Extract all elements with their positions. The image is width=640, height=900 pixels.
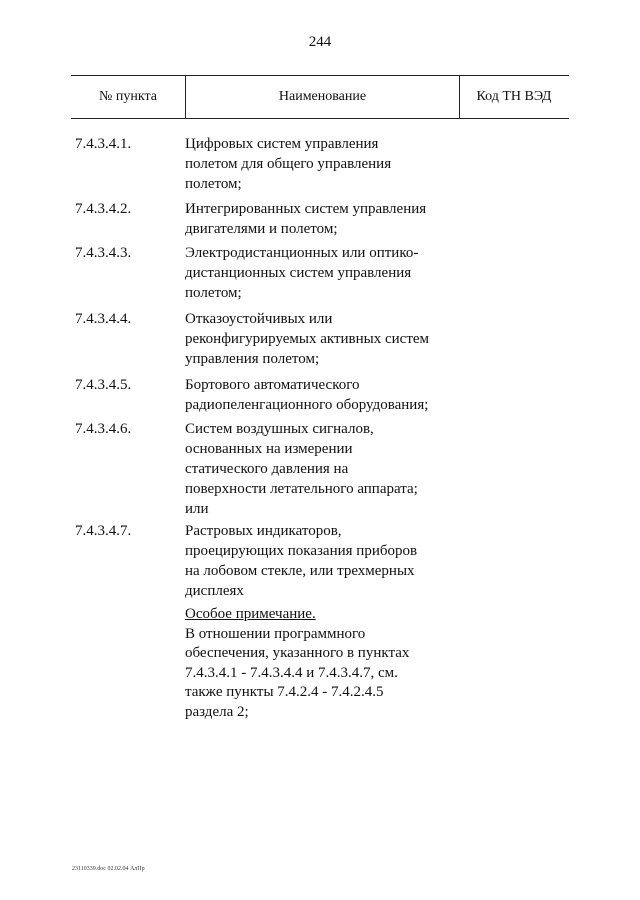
item-text-line: статического давления на (185, 461, 349, 477)
document-footer: 23110339.doc 02.02.04 АлПр (72, 866, 145, 872)
item-number: 7.4.3.4.6. (75, 421, 132, 437)
item-text-line: Бортового автоматического (185, 377, 360, 393)
special-note-line: обеспечения, указанного в пунктах (185, 645, 410, 661)
item-text-line: дистанционных систем управления (185, 265, 412, 281)
item-text-line: полетом; (185, 285, 242, 301)
item-text-line: Растровых индикаторов, (185, 523, 342, 539)
item-text (185, 309, 485, 369)
page-number: 244 (308, 34, 332, 50)
item-text-line: Цифровых систем управления (185, 136, 379, 152)
item-text (185, 375, 485, 415)
item-text-line: основанных на измерении (185, 441, 353, 457)
item-text-line: двигателями и полетом; (185, 221, 338, 237)
item-text-line: полетом для общего управления (185, 156, 392, 172)
special-note (185, 605, 485, 722)
header-code-column: Код ТН ВЭД (476, 89, 552, 104)
item-number: 7.4.3.4.1. (75, 136, 132, 152)
item-text-line: проецирующих показания приборов (185, 543, 418, 559)
item-text-line: или (185, 501, 209, 517)
item-number: 7.4.3.4.2. (75, 201, 132, 217)
item-number: 7.4.3.4.7. (75, 523, 132, 539)
special-note-line: раздела 2; (185, 703, 249, 720)
item-text (185, 521, 485, 601)
table-header (71, 75, 569, 119)
item-text-line: радиопеленгационного оборудования; (185, 397, 429, 413)
item-text-line: на лобовом стекле, или трехмерных (185, 563, 415, 579)
item-text-line: управления полетом; (185, 351, 320, 367)
item-text-line: дисплеях (185, 583, 244, 599)
item-text-line: реконфигурируемых активных систем (185, 331, 430, 347)
item-number: 7.4.3.4.5. (75, 377, 132, 393)
special-note-line: 7.4.3.4.1 - 7.4.3.4.4 и 7.4.3.4.7, см. (185, 664, 398, 681)
item-text-line: Систем воздушных сигналов, (185, 421, 374, 437)
item-text-line: Отказоустойчивых или (185, 311, 333, 327)
header-name-column: Наименование (185, 76, 460, 118)
special-note-line: также пункты 7.4.2.4 - 7.4.2.4.5 (185, 684, 384, 700)
item-text-line: полетом; (185, 176, 242, 192)
header-number-column: № пункта (99, 89, 157, 104)
item-text-line: Интегрированных систем управления (185, 201, 427, 217)
item-text (185, 419, 485, 519)
item-text (185, 134, 485, 194)
item-text-line: поверхности летательного аппарата; (185, 481, 418, 497)
item-number: 7.4.3.4.4. (75, 311, 132, 327)
item-text (185, 243, 485, 303)
item-text (185, 199, 485, 239)
special-note-line: В отношении программного (185, 625, 366, 642)
item-text-line: Электродистанционных или оптико- (185, 245, 419, 261)
item-number: 7.4.3.4.3. (75, 245, 132, 261)
special-note-title: Особое примечание. (185, 606, 316, 622)
